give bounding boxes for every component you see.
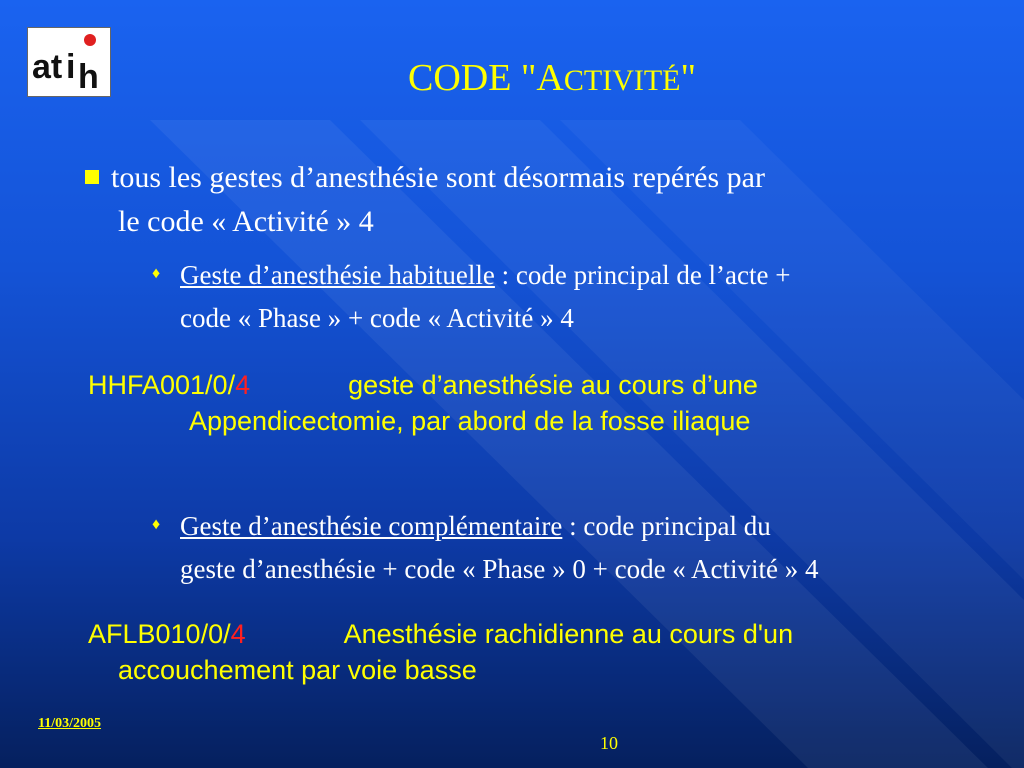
svg-text:h: h <box>78 58 99 96</box>
sub-bullet-complementaire: ♦ Geste d’anesthésie complémentaire : code principal du geste d’anesthésie + code « Phase » 0 + code « Activité » 4 <box>152 506 992 589</box>
diamond-bullet-icon: ♦ <box>152 264 161 282</box>
diamond-bullet-icon: ♦ <box>152 515 161 533</box>
example-code-aflb: AFLB010/0/4 Anesthésie rachidienne au cours d'un accouchement par voie basse <box>88 619 794 685</box>
page-number: 10 <box>600 733 618 753</box>
svg-text:at: at <box>32 48 63 86</box>
svg-text:i: i <box>66 48 76 86</box>
square-bullet-icon <box>85 170 99 184</box>
example-code-hhfa: HHFA001/0/4 geste d’anesthésie au cours d’une Appendicectomie, par abord de la fosse iliaque <box>88 370 758 436</box>
footer-date: 11/03/2005 <box>38 716 102 731</box>
slide-title: CODE "ACTIVITÉ" <box>407 57 697 99</box>
sub-bullet-habituelle: ♦ Geste d’anesthésie habituelle : code principal de l’acte + code « Phase » + code « Activité » 4 <box>152 255 992 338</box>
main-bullet: tous les gestes d’anesthésie sont désormais repérés par le code « Activité » 4 <box>85 156 995 244</box>
